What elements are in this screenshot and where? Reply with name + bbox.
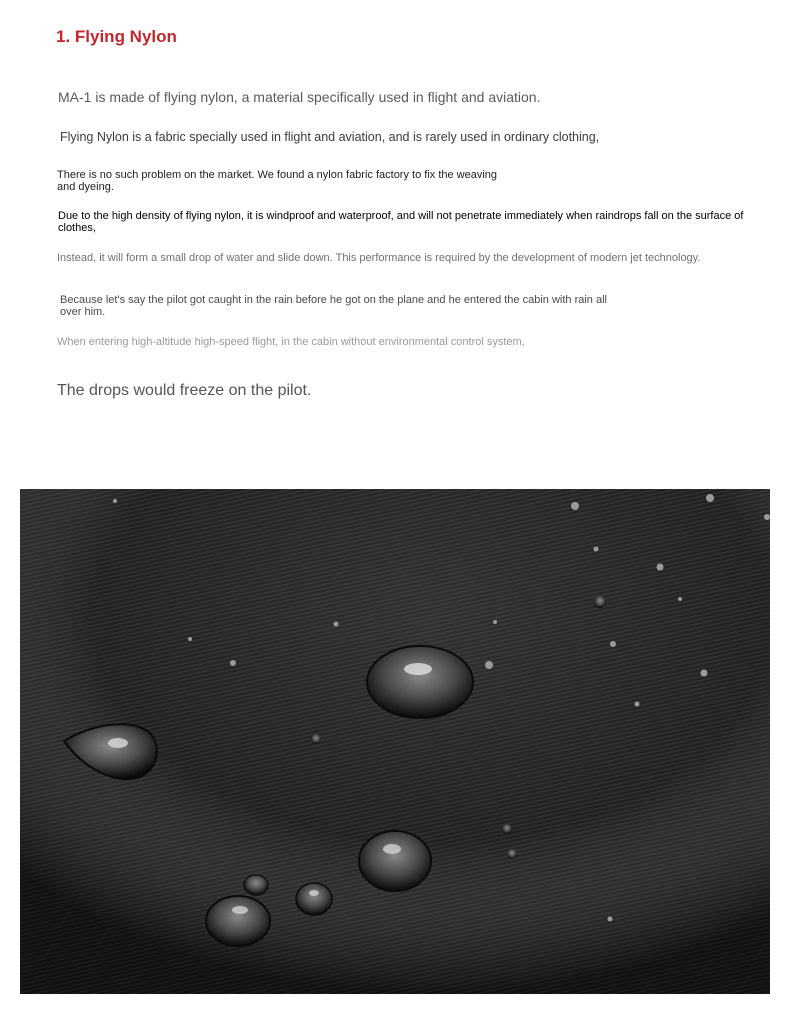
- droplet-large-center: [367, 646, 473, 718]
- paragraph-flying-nylon-usage: Flying Nylon is a fabric specially used in flight and aviation, and is rarely used in ordinary clothing,: [60, 130, 600, 144]
- section-heading: 1. Flying Nylon: [56, 27, 177, 46]
- paragraph-water-drops: Instead, it will form a small drop of water and slide down. This performance is required by the development of modern jet technology.: [57, 252, 701, 264]
- paragraph-windproof-waterproof: Due to the high density of flying nylon, it is windproof and waterproof, and will not penetrate immediately when raindrops fall on the surface of clothes,: [58, 210, 744, 234]
- droplet-bottom-tiny: [244, 875, 268, 895]
- fabric-water-droplets-photo: [20, 489, 770, 994]
- paragraph-ma1-material: MA-1 is made of flying nylon, a material specifically used in flight and aviation.: [58, 89, 541, 105]
- paragraph-freeze: The drops would freeze on the pilot.: [57, 382, 312, 399]
- paragraph-high-altitude: When entering high-altitude high-speed flight, in the cabin without environmental control system,: [57, 336, 525, 348]
- paragraph-pilot-rain: Because let's say the pilot got caught in the rain before he got on the plane and he entered the cabin with rain all over him.: [60, 294, 607, 318]
- paragraph-factory: There is no such problem on the market. We found a nylon fabric factory to fix the weaving and dyeing.: [57, 169, 498, 193]
- droplet-bottom-small: [296, 883, 332, 915]
- droplet-bottom-center: [359, 831, 431, 891]
- droplet-bottom-left: [206, 896, 270, 946]
